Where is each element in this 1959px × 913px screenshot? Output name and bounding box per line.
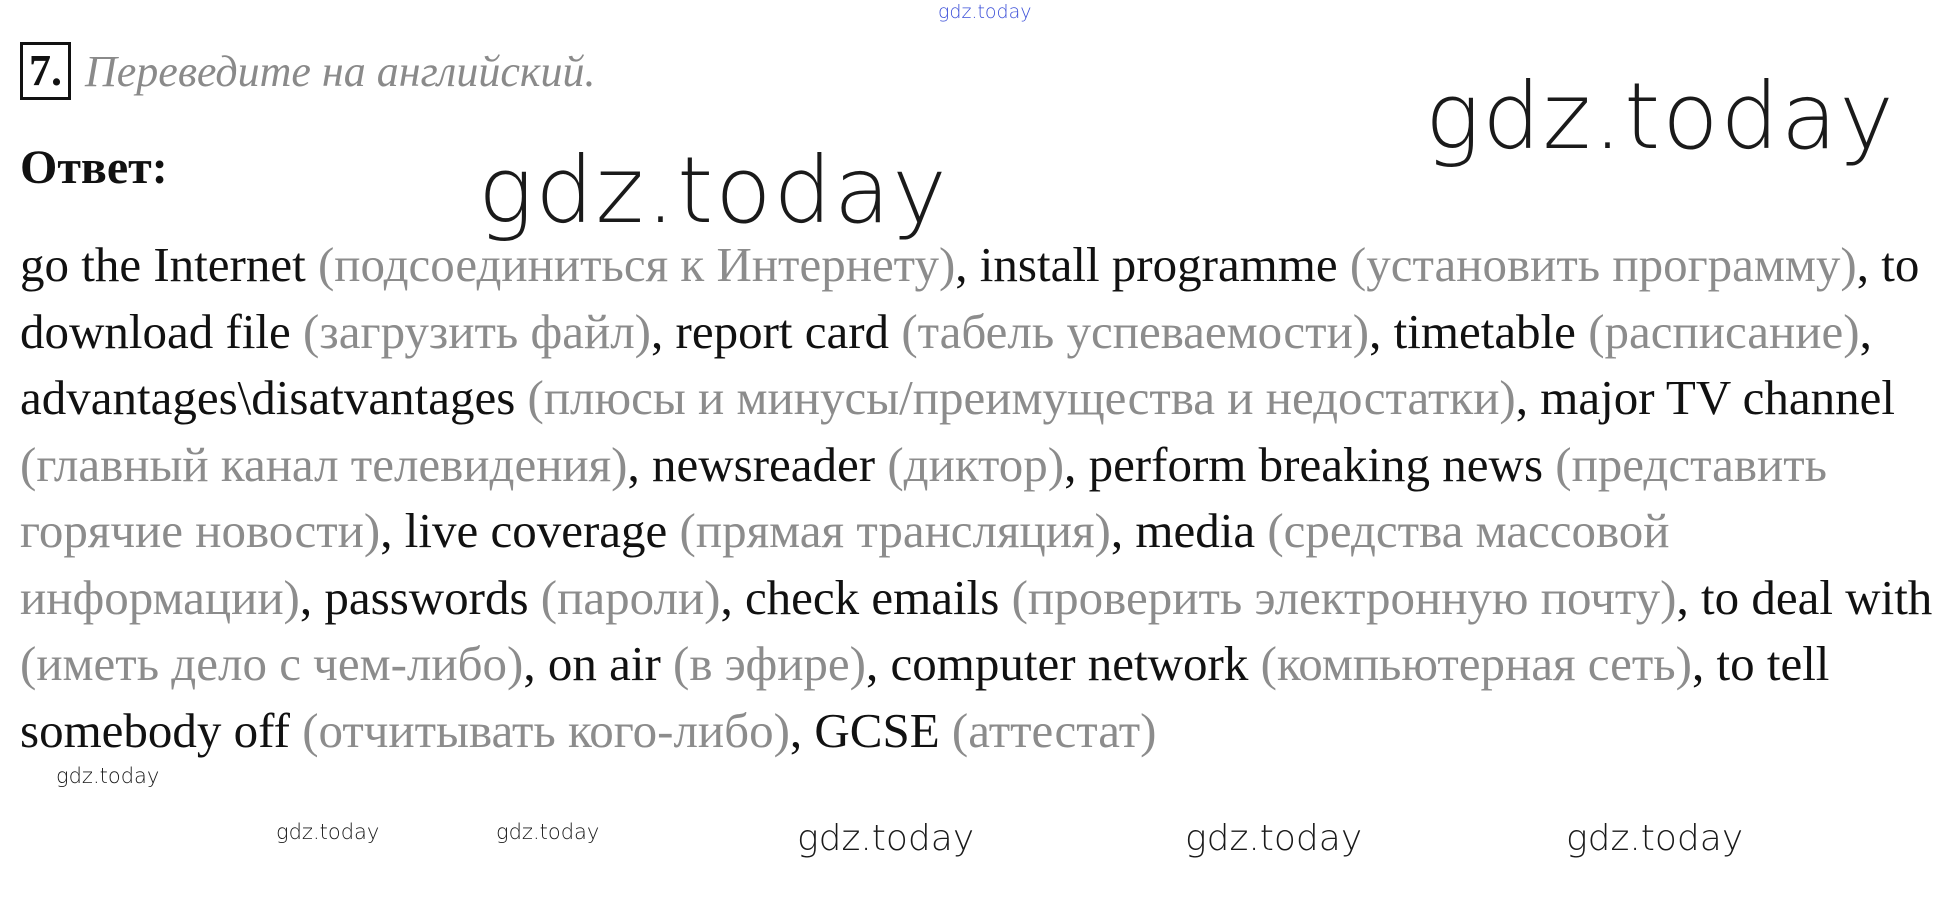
answer-term-ru: (прямая трансляция) bbox=[679, 503, 1111, 558]
task-number: 7. bbox=[20, 42, 71, 100]
answer-paragraph bbox=[20, 232, 1940, 764]
answer-term-ru: (главный канал телевидения) bbox=[20, 436, 628, 492]
answer-term-ru: (в эфире) bbox=[673, 636, 867, 691]
answer-term-en: to download file bbox=[20, 237, 1920, 359]
answer-separator: , bbox=[299, 569, 325, 625]
answer-term-ru: (подсоединиться к Интернету) bbox=[317, 237, 956, 292]
answer-term-en: go the Internet bbox=[20, 237, 306, 292]
answer-term-en: major TV channel bbox=[1540, 370, 1895, 425]
answer-term-ru: (средства массовой информации) bbox=[20, 503, 1670, 625]
answer-term-ru: (плюсы и минусы/преимущества и недостатки) bbox=[527, 370, 1516, 425]
answer-term-en: passwords bbox=[324, 569, 529, 625]
answer-separator: , bbox=[1515, 370, 1541, 425]
answer-separator: , bbox=[1691, 636, 1717, 691]
answer-separator: , bbox=[380, 503, 405, 558]
answer-separator: , bbox=[1676, 569, 1701, 625]
answer-separator: , bbox=[720, 569, 745, 625]
answer-term-en: to tell somebody off bbox=[20, 636, 1830, 758]
watermark-large-center: gdz.today bbox=[478, 137, 949, 244]
answer-separator: , bbox=[627, 436, 652, 492]
answer-term-ru: (загрузить файл) bbox=[303, 303, 651, 359]
answer-term-en: report card bbox=[675, 303, 890, 359]
watermark-small-1: gdz.today bbox=[276, 820, 380, 844]
answer-separator: , bbox=[1369, 303, 1394, 359]
answer-term-en: media bbox=[1135, 503, 1256, 558]
answer-separator: , bbox=[651, 303, 676, 359]
answer-term-ru: (представить горячие новости) bbox=[20, 436, 1827, 558]
watermark-large-right: gdz.today bbox=[1425, 63, 1896, 170]
answer-term-en: timetable bbox=[1393, 303, 1576, 359]
answer-separator: , bbox=[1856, 237, 1882, 292]
answer-term-en: to deal with bbox=[1700, 569, 1933, 625]
answer-term-en: on air bbox=[547, 636, 661, 691]
watermark-small-left: gdz.today bbox=[56, 764, 160, 788]
task-header bbox=[20, 42, 595, 100]
answer-separator: , bbox=[1110, 503, 1136, 558]
watermark-mid-3: gdz.today bbox=[1566, 818, 1744, 859]
answer-term-ru: (пароли) bbox=[540, 569, 721, 625]
answer-term-en: GCSE bbox=[814, 702, 940, 758]
answer-term-en: check emails bbox=[744, 569, 1000, 625]
answer-term-en: newsreader bbox=[652, 436, 876, 492]
answer-term-en: install programme bbox=[979, 237, 1338, 292]
answer-term-en: advantages\disatvantages bbox=[20, 370, 516, 425]
answer-term-en: perform breaking news bbox=[1088, 436, 1544, 492]
answer-term-ru: (иметь дело с чем-либо) bbox=[20, 636, 524, 691]
answer-separator: , bbox=[955, 237, 980, 292]
task-instruction: Переведите на английский. bbox=[85, 46, 596, 96]
answer-term-ru: (проверить электронную почту) bbox=[1011, 569, 1677, 625]
answer-separator: , bbox=[1064, 436, 1089, 492]
watermark-mid-1: gdz.today bbox=[797, 818, 975, 859]
answer-term-ru: (отчитывать кого-либо) bbox=[302, 702, 790, 758]
answer-separator: , bbox=[866, 636, 891, 691]
answer-term-ru: (табель успеваемости) bbox=[901, 303, 1370, 359]
watermark-mid-2: gdz.today bbox=[1185, 818, 1363, 859]
answer-label: Ответ: bbox=[20, 141, 168, 194]
answer-term-ru: (диктор) bbox=[887, 436, 1065, 492]
watermark-top: gdz.today bbox=[938, 1, 1032, 23]
answer-term-ru: (расписание) bbox=[1588, 303, 1860, 359]
answer-term-ru: (установить программу) bbox=[1349, 237, 1857, 292]
answer-term-ru: (аттестат) bbox=[951, 702, 1157, 758]
answer-separator: , bbox=[523, 636, 548, 691]
answer-separator: , bbox=[1859, 303, 1872, 359]
answer-term-ru: (компьютерная сеть) bbox=[1260, 636, 1692, 691]
answer-term-en: computer network bbox=[890, 636, 1249, 691]
answer-term-en: live coverage bbox=[404, 503, 668, 558]
answer-separator: , bbox=[789, 702, 815, 758]
watermark-small-2: gdz.today bbox=[496, 820, 600, 844]
